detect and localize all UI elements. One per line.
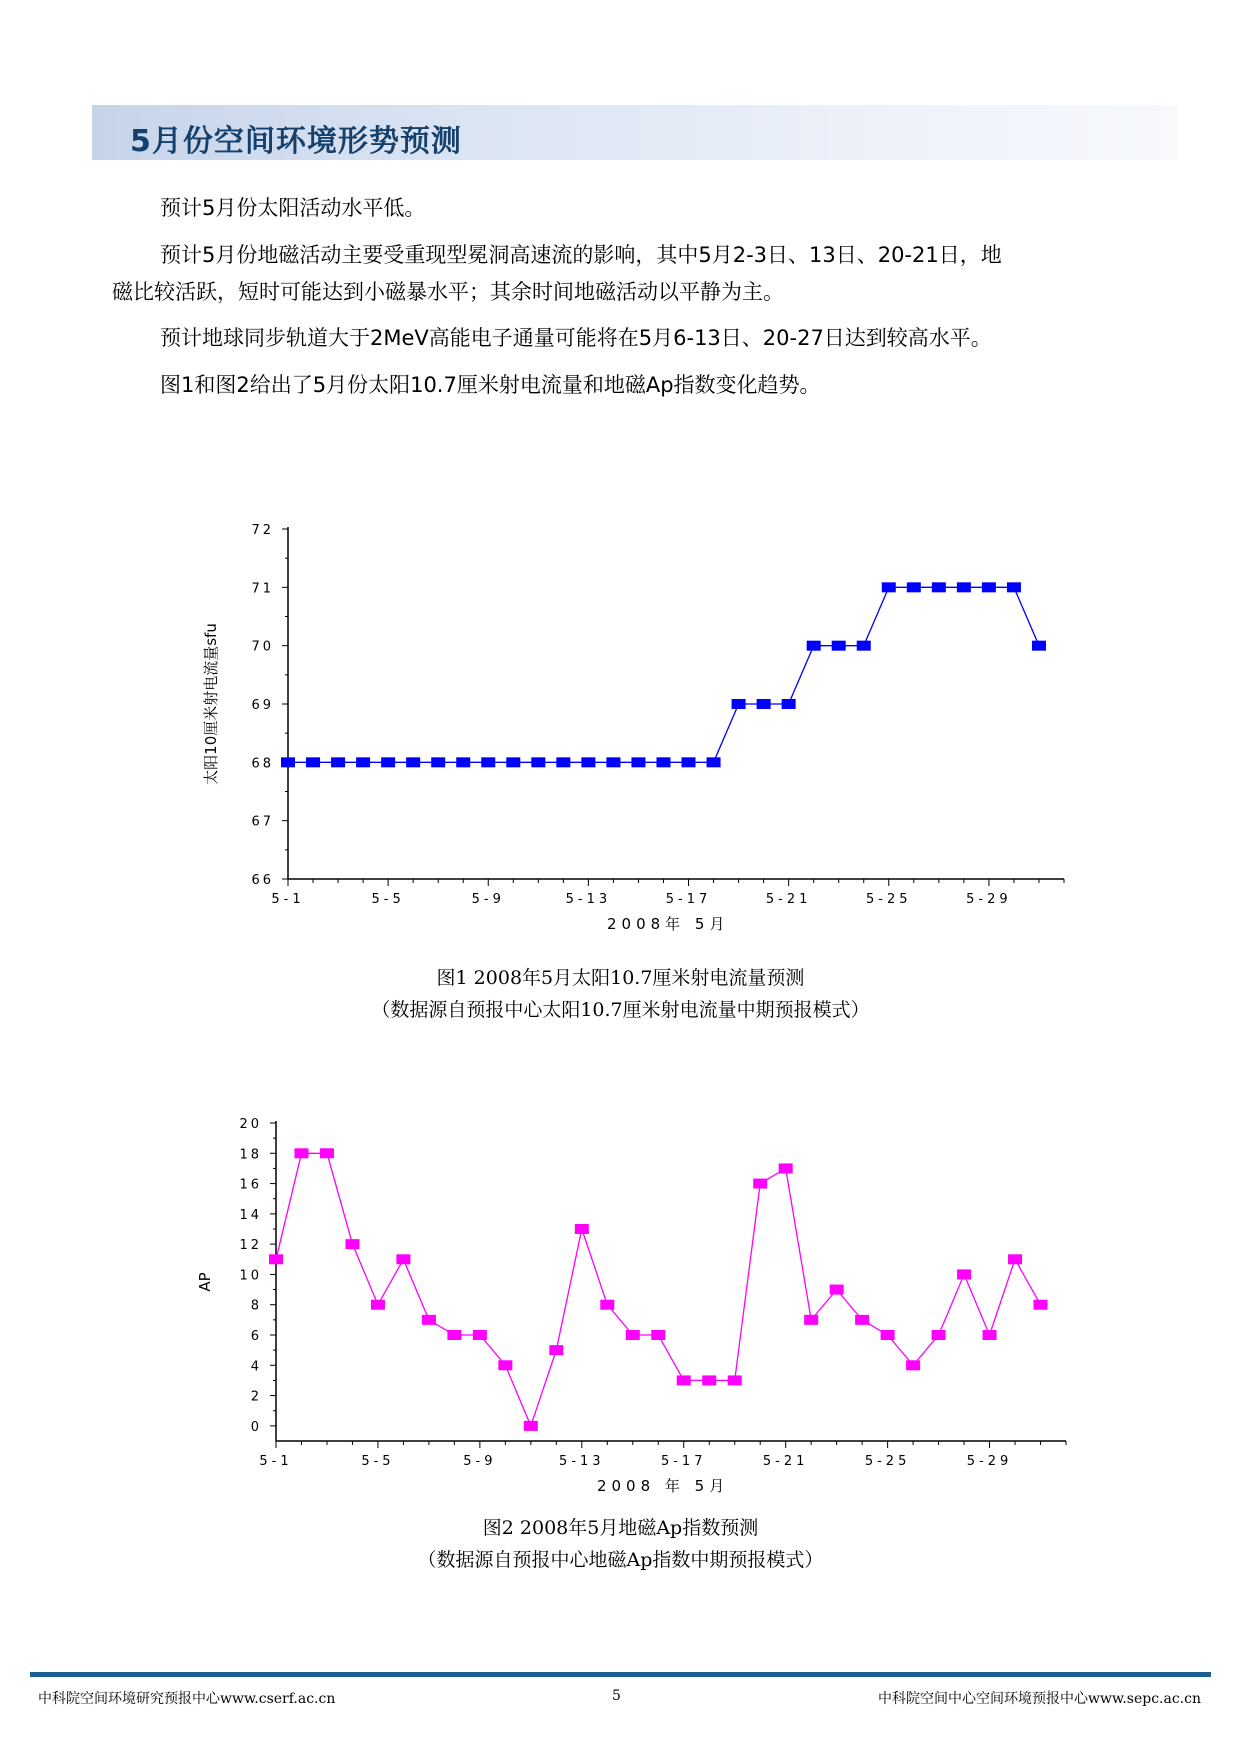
y-tick-label: 70 [251,639,274,655]
x-tick-label: 5-1 [259,1454,293,1469]
data-point [269,1254,283,1264]
data-point [881,1330,895,1340]
y-tick-label: 6 [250,1329,262,1344]
footer-divider [30,1672,1211,1677]
data-point [782,699,796,709]
data-point [371,1300,385,1310]
y-axis-label: AP [196,1272,214,1292]
ap-chart [180,1105,1080,1505]
x-axis-label: 2008年 5月 [606,915,730,933]
paragraph-4: 图1和图2给出了5月份太阳10.7厘米射电流量和地磁Ap指数变化趋势。 [160,373,821,397]
data-point [473,1330,487,1340]
x-tick-label: 5-25 [864,1454,911,1469]
y-tick-label: 67 [251,814,274,830]
data-point [807,641,821,651]
paragraph-1: 预计5月份太阳活动水平低。 [160,196,426,220]
y-tick-label: 18 [239,1147,262,1163]
data-point [707,757,721,767]
y-tick-label: 8 [250,1298,262,1314]
y-tick-label: 4 [250,1359,262,1375]
data-point [631,757,645,767]
data-point [1008,1254,1022,1264]
footer-right-link[interactable]: 中科院空间中心空间环境预报中心www.sepc.ac.cn [878,1691,1201,1707]
data-point [907,582,921,592]
x-tick-label: 5-17 [660,1454,707,1469]
y-tick-label: 16 [239,1177,262,1193]
paragraph-2: 预计5月份地磁活动主要受重现型冕洞高速流的影响，其中5月2-3日、13日、20-21日，地 [160,243,1002,267]
data-point [757,699,771,709]
data-point [331,757,345,767]
series-line [288,587,1039,762]
data-point [983,1330,997,1340]
data-point [1007,582,1021,592]
y-tick-label: 66 [251,873,274,888]
data-point [447,1330,461,1340]
data-point [381,757,395,767]
data-point [600,1300,614,1310]
data-point [832,641,846,651]
data-point [1034,1300,1048,1310]
data-point [306,757,320,767]
x-tick-label: 5-13 [565,892,612,907]
data-point [294,1148,308,1158]
series-line [276,1153,1041,1426]
data-point [982,582,996,592]
y-tick-label: 14 [239,1207,262,1223]
y-tick-label: 71 [251,581,274,597]
data-point [702,1375,716,1385]
y-tick-label: 68 [251,756,274,772]
y-tick-label: 10 [239,1268,262,1284]
x-tick-label: 5-1 [271,892,305,907]
x-tick-label: 5-5 [371,892,405,907]
data-point [556,757,570,767]
data-point [431,757,445,767]
data-point [549,1345,563,1355]
data-point [857,641,871,651]
data-point [422,1315,436,1325]
x-tick-label: 5-25 [866,892,912,907]
y-tick-label: 2 [250,1389,262,1405]
paragraph-3: 预计地球同步轨道大于2MeV高能电子通量可能将在5月6-13日、20-27日达到较高水平。 [160,326,992,350]
x-axis-label: 2008 年 5月 [596,1477,730,1495]
x-tick-label: 5-29 [966,1454,1013,1469]
data-point [957,582,971,592]
x-tick-label: 5-29 [966,892,1012,907]
data-point [957,1269,971,1279]
data-point [456,757,470,767]
data-point [906,1360,920,1370]
x-tick-label: 5-13 [559,1454,605,1469]
figure2-caption: 图2 2008年5月地磁Ap指数预测 [482,1517,759,1539]
data-point [531,757,545,767]
page-title: 5月份空间环境形势预测 [130,124,462,159]
data-point [753,1179,767,1189]
data-point [932,1330,946,1340]
data-point [281,757,295,767]
data-point [606,757,620,767]
y-tick-label: 69 [251,698,274,713]
data-point [682,757,696,767]
data-point [677,1375,691,1385]
data-point [882,582,896,592]
x-tick-label: 5-21 [765,892,812,907]
data-point [406,757,420,767]
data-point [524,1421,538,1431]
y-tick-label: 12 [239,1238,262,1254]
data-point [626,1330,640,1340]
y-tick-label: 20 [239,1117,262,1132]
data-point [356,757,370,767]
data-point [830,1285,844,1295]
data-point [728,1375,742,1385]
figure1-caption: 图1 2008年5月太阳10.7厘米射电流量预测 [436,967,805,989]
f107-chart [180,515,1080,955]
data-point [345,1239,359,1249]
y-tick-label: 0 [250,1419,262,1435]
data-point [498,1360,512,1370]
data-point [779,1163,793,1173]
x-tick-label: 5-5 [361,1454,395,1469]
x-tick-label: 5-17 [665,892,712,907]
data-point [1032,641,1046,651]
data-point [396,1254,410,1264]
data-point [732,699,746,709]
data-point [651,1330,665,1340]
data-point [855,1315,869,1325]
data-point [320,1148,334,1158]
y-axis-label: 太阳10厘米射电流量sfu [202,623,220,785]
data-point [506,757,520,767]
x-tick-label: 5-9 [463,1454,497,1469]
data-point [581,757,595,767]
data-point [932,582,946,592]
x-tick-label: 5-9 [471,892,505,907]
figure2-source: （数据源自预报中心地磁Ap指数中期预报模式） [417,1549,824,1571]
footer-left-link[interactable]: 中科院空间环境研究预报中心www.cserf.ac.cn [38,1691,336,1707]
data-point [804,1315,818,1325]
page-number: 5 [612,1688,621,1704]
data-point [575,1224,589,1234]
data-point [481,757,495,767]
x-tick-label: 5-21 [762,1454,809,1469]
figure1-source: （数据源自预报中心太阳10.7厘米射电流量中期预报模式） [371,999,870,1021]
paragraph-2-cont: 磁比较活跃，短时可能达到小磁暴水平；其余时间地磁活动以平静为主。 [112,280,784,304]
data-point [656,757,670,767]
y-tick-label: 72 [251,523,274,538]
